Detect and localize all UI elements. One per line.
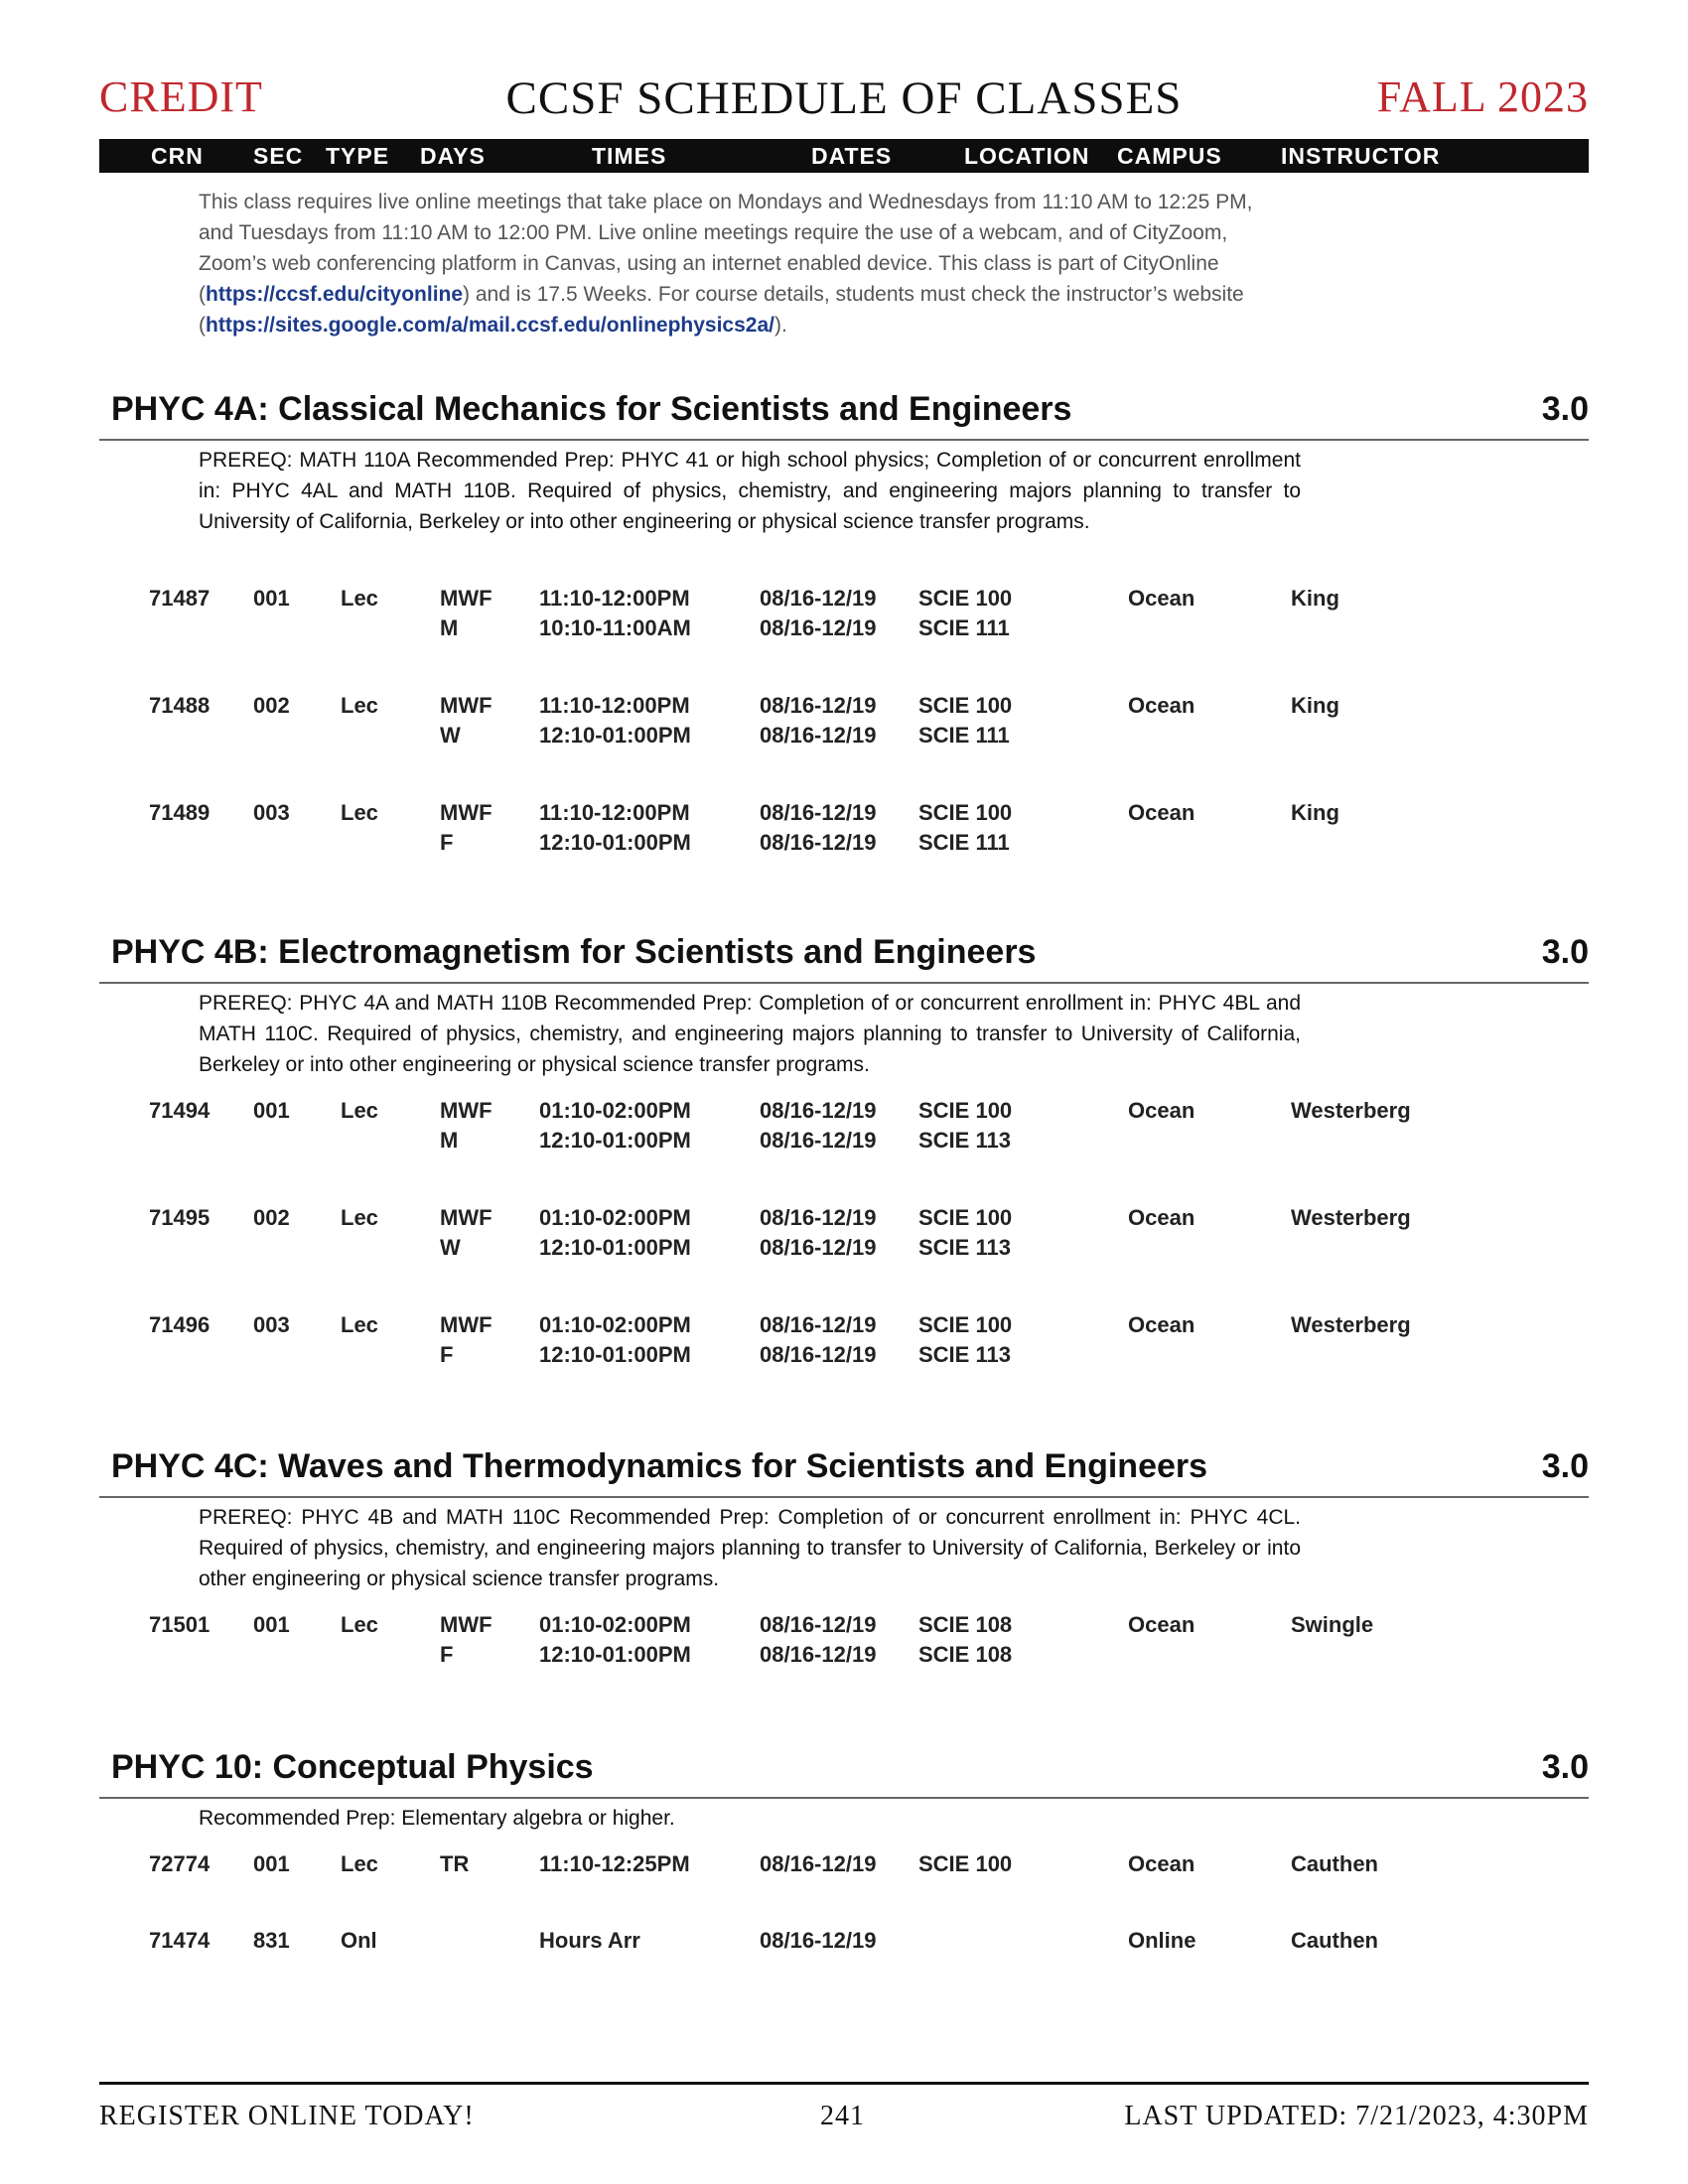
- dates-cell: 08/16-12/19: [760, 1098, 877, 1123]
- intro-notice: [199, 187, 1271, 341]
- location-cell: SCIE 100: [918, 1205, 1013, 1230]
- location-cell: SCIE 100: [918, 800, 1013, 825]
- column-dates: DATES: [811, 143, 893, 169]
- course-title: PHYC 4C: Waves and Thermodynamics for Scientists and Engineers: [111, 1447, 1208, 1485]
- instructor-cell: Cauthen: [1291, 1928, 1378, 1953]
- location-cell: SCIE 111: [918, 830, 1010, 855]
- course-units: 3.0: [1541, 933, 1589, 971]
- section-cell: 003: [253, 800, 290, 825]
- days-cell: MWF: [440, 800, 492, 825]
- type-cell: Onl: [341, 1928, 377, 1953]
- days-cell: MWF: [440, 1098, 492, 1123]
- instructor-cell: King: [1291, 800, 1339, 825]
- times-cell: 11:10-12:00PM: [539, 693, 690, 718]
- times-cell: 11:10-12:00PM: [539, 800, 690, 825]
- times-cell: 10:10-11:00AM: [539, 615, 691, 640]
- location-cell: SCIE 113: [918, 1128, 1011, 1153]
- column-crn: CRN: [151, 143, 204, 169]
- section-cell: 831: [253, 1928, 290, 1953]
- campus-cell: Ocean: [1128, 586, 1196, 611]
- location-cell: SCIE 100: [918, 586, 1013, 611]
- dates-cell: 08/16-12/19: [760, 800, 877, 825]
- intro-text: This class requires live online meetings that take place on Mondays and Wednesdays from 11:10 AM to 12:25 PM, and Tuesdays from 11:10 AM to 12:00 PM. Live online meetings require the use of a webcam, and of CityZoom, Zoom’s web conferencing platform in Canvas, using an internet enabled device. This class is part of CityOnline (: [199, 191, 1253, 306]
- type-cell: Lec: [341, 1098, 378, 1123]
- cityonline-link[interactable]: https://ccsf.edu/cityonline: [206, 283, 464, 306]
- page-header: [99, 71, 1589, 133]
- crn-cell: 71487: [149, 586, 211, 611]
- days-cell: MWF: [440, 1205, 492, 1230]
- instructor-cell: Cauthen: [1291, 1851, 1378, 1876]
- course-divider: [99, 982, 1589, 984]
- course-title: PHYC 4B: Electromagnetism for Scientists and Engineers: [111, 933, 1037, 971]
- dates-cell: 08/16-12/19: [760, 1205, 877, 1230]
- location-cell: SCIE 100: [918, 693, 1013, 718]
- location-cell: SCIE 100: [918, 1312, 1013, 1337]
- location-cell: SCIE 111: [918, 723, 1010, 748]
- times-cell: 12:10-01:00PM: [539, 723, 691, 748]
- instructor-website-link[interactable]: https://sites.google.com/a/mail.ccsf.edu/onlinephysics2a/: [206, 314, 774, 337]
- crn-cell: 71494: [149, 1098, 211, 1123]
- location-cell: SCIE 108: [918, 1642, 1013, 1667]
- dates-cell: 08/16-12/19: [760, 693, 877, 718]
- dates-cell: 08/16-12/19: [760, 1342, 877, 1367]
- dates-cell: 08/16-12/19: [760, 723, 877, 748]
- header-term: FALL 2023: [1376, 72, 1589, 121]
- footer-rule: [99, 2082, 1589, 2085]
- section-cell: 001: [253, 586, 290, 611]
- dates-cell: 08/16-12/19: [760, 1642, 877, 1667]
- type-cell: Lec: [341, 1205, 378, 1230]
- column-instructor: INSTRUCTOR: [1281, 143, 1441, 169]
- location-cell: SCIE 113: [918, 1235, 1011, 1260]
- times-cell: 01:10-02:00PM: [539, 1312, 691, 1337]
- days-cell: F: [440, 1642, 454, 1667]
- footer-register: REGISTER ONLINE TODAY!: [99, 2101, 475, 2131]
- course-units: 3.0: [1541, 1447, 1589, 1485]
- crn-cell: 71501: [149, 1612, 211, 1637]
- campus-cell: Ocean: [1128, 1851, 1196, 1876]
- dates-cell: 08/16-12/19: [760, 1235, 877, 1260]
- instructor-cell: Westerberg: [1291, 1312, 1411, 1337]
- location-cell: SCIE 108: [918, 1612, 1013, 1637]
- column-header-bar: [99, 139, 1589, 173]
- days-cell: MWF: [440, 586, 492, 611]
- dates-cell: 08/16-12/19: [760, 586, 877, 611]
- days-cell: F: [440, 830, 454, 855]
- page-number: 241: [820, 2101, 865, 2131]
- times-cell: Hours Arr: [539, 1928, 640, 1953]
- days-cell: W: [440, 723, 461, 748]
- section-cell: 001: [253, 1612, 290, 1637]
- location-cell: SCIE 111: [918, 615, 1010, 640]
- course-description: PREREQ: PHYC 4A and MATH 110B Recommended Prep: Completion of or concurrent enrollment in: PHYC 4BL and MATH 110C. Required of physics, chemistry, and engineering majors planning to transfer to University of California, Berkeley or into other engineering or physical science transfer programs.: [199, 992, 1301, 1076]
- location-cell: SCIE 100: [918, 1851, 1013, 1876]
- times-cell: 11:10-12:00PM: [539, 586, 690, 611]
- campus-cell: Ocean: [1128, 693, 1196, 718]
- column-times: TIMES: [592, 143, 667, 169]
- type-cell: Lec: [341, 1851, 378, 1876]
- section-cell: 001: [253, 1098, 290, 1123]
- times-cell: 01:10-02:00PM: [539, 1098, 691, 1123]
- crn-cell: 71496: [149, 1312, 211, 1337]
- intro-text: ) and is 17.5 Weeks. For course details, students must check the instructor’s website (: [199, 283, 1244, 337]
- days-cell: W: [440, 1235, 461, 1260]
- section-cell: 003: [253, 1312, 290, 1337]
- dates-cell: 08/16-12/19: [760, 830, 877, 855]
- column-campus: CAMPUS: [1117, 143, 1222, 169]
- days-cell: MWF: [440, 1612, 492, 1637]
- column-days: DAYS: [420, 143, 486, 169]
- campus-cell: Ocean: [1128, 800, 1196, 825]
- header-credit: CREDIT: [99, 72, 263, 121]
- type-cell: Lec: [341, 1312, 378, 1337]
- instructor-cell: King: [1291, 586, 1339, 611]
- type-cell: Lec: [341, 800, 378, 825]
- times-cell: 12:10-01:00PM: [539, 1642, 691, 1667]
- times-cell: 11:10-12:25PM: [539, 1851, 690, 1876]
- column-location: LOCATION: [964, 143, 1090, 169]
- course-units: 3.0: [1541, 390, 1589, 428]
- crn-cell: 71495: [149, 1205, 211, 1230]
- crn-cell: 72774: [149, 1851, 211, 1876]
- section-cell: 001: [253, 1851, 290, 1876]
- dates-cell: 08/16-12/19: [760, 1312, 877, 1337]
- times-cell: 01:10-02:00PM: [539, 1205, 691, 1230]
- campus-cell: Ocean: [1128, 1098, 1196, 1123]
- course-description: PREREQ: MATH 110A Recommended Prep: PHYC 41 or high school physics; Completion of or concurrent enrollment in: PHYC 4AL and MATH 110B. Required of physics, chemistry, and engineering majors planning to transfer to University of California, Berkeley or into other engineering or physical science transfer programs.: [199, 449, 1301, 533]
- dates-cell: 08/16-12/19: [760, 1128, 877, 1153]
- course-units: 3.0: [1541, 1748, 1589, 1786]
- days-cell: TR: [440, 1851, 470, 1876]
- crn-cell: 71474: [149, 1928, 211, 1953]
- location-cell: SCIE 100: [918, 1098, 1013, 1123]
- times-cell: 12:10-01:00PM: [539, 1128, 691, 1153]
- footer-updated: LAST UPDATED: 7/21/2023, 4:30PM: [1124, 2101, 1589, 2131]
- times-cell: 01:10-02:00PM: [539, 1612, 691, 1637]
- days-cell: M: [440, 1128, 459, 1153]
- course-title: PHYC 4A: Classical Mechanics for Scientists and Engineers: [111, 390, 1072, 428]
- campus-cell: Ocean: [1128, 1312, 1196, 1337]
- days-cell: MWF: [440, 1312, 492, 1337]
- campus-cell: Ocean: [1128, 1205, 1196, 1230]
- location-cell: SCIE 113: [918, 1342, 1011, 1367]
- column-sec: SEC: [253, 143, 304, 169]
- dates-cell: 08/16-12/19: [760, 1612, 877, 1637]
- dates-cell: 08/16-12/19: [760, 615, 877, 640]
- course-divider: [99, 1797, 1589, 1799]
- times-cell: 12:10-01:00PM: [539, 1342, 691, 1367]
- type-cell: Lec: [341, 586, 378, 611]
- course-divider: [99, 1496, 1589, 1498]
- days-cell: M: [440, 615, 459, 640]
- times-cell: 12:10-01:00PM: [539, 1235, 691, 1260]
- days-cell: MWF: [440, 693, 492, 718]
- campus-cell: Ocean: [1128, 1612, 1196, 1637]
- crn-cell: 71489: [149, 800, 211, 825]
- dates-cell: 08/16-12/19: [760, 1851, 877, 1876]
- column-type: TYPE: [326, 143, 390, 169]
- course-divider: [99, 439, 1589, 441]
- page-title: CCSF SCHEDULE OF CLASSES: [505, 72, 1183, 124]
- section-cell: 002: [253, 1205, 290, 1230]
- course-description: PREREQ: PHYC 4B and MATH 110C Recommended Prep: Completion of or concurrent enrollment in: PHYC 4CL. Required of physics, chemistry, and engineering majors planning to transfer to University of California, Berkeley or into other engineering or physical science transfer programs.: [199, 1506, 1301, 1590]
- course-description: Recommended Prep: Elementary algebra or higher.: [199, 1807, 675, 1830]
- type-cell: Lec: [341, 1612, 378, 1637]
- section-cell: 002: [253, 693, 290, 718]
- course-title: PHYC 10: Conceptual Physics: [111, 1748, 594, 1786]
- campus-cell: Online: [1128, 1928, 1196, 1953]
- instructor-cell: Westerberg: [1291, 1205, 1411, 1230]
- intro-text: ).: [774, 314, 787, 337]
- instructor-cell: Swingle: [1291, 1612, 1374, 1637]
- dates-cell: 08/16-12/19: [760, 1928, 877, 1953]
- times-cell: 12:10-01:00PM: [539, 830, 691, 855]
- days-cell: F: [440, 1342, 454, 1367]
- crn-cell: 71488: [149, 693, 211, 718]
- instructor-cell: King: [1291, 693, 1339, 718]
- instructor-cell: Westerberg: [1291, 1098, 1411, 1123]
- type-cell: Lec: [341, 693, 378, 718]
